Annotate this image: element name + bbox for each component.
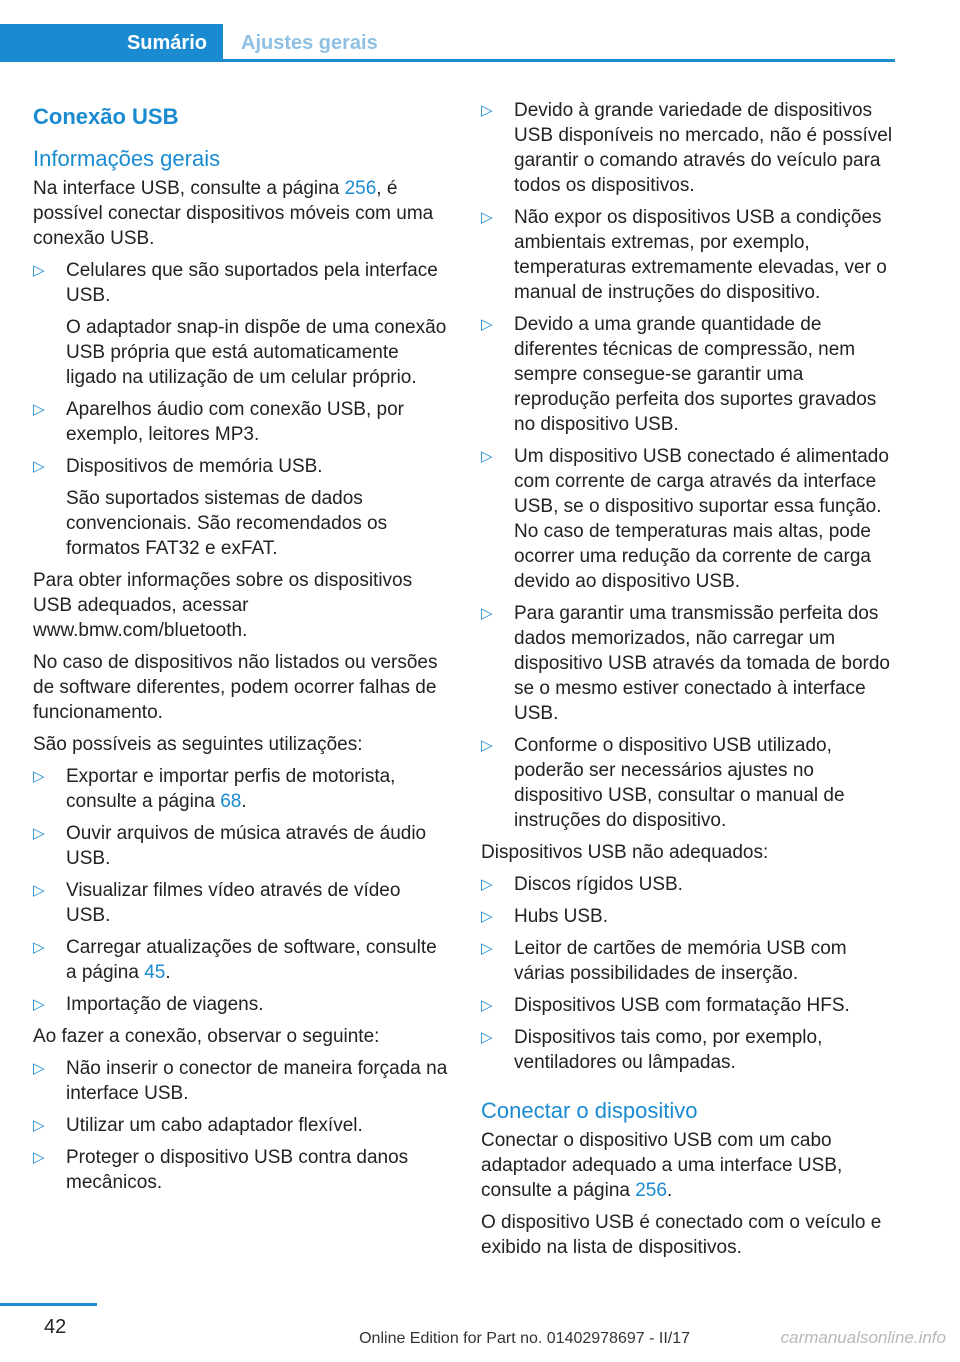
list-item: ▷ Ouvir arquivos de música através de áudio USB. xyxy=(33,823,427,869)
left-column xyxy=(33,98,448,1202)
list-item: ▷ Não expor os dispositivos USB a condições ambientais extremas, por exemplo, temperaturas extremamente elevadas, ver o manual de instruções do dispositivo. xyxy=(481,207,887,303)
triangle-right-icon: ▷ xyxy=(481,908,493,925)
device-list xyxy=(33,258,448,561)
triangle-right-icon: ▷ xyxy=(33,1149,45,1166)
list-item: ▷ Devido a uma grande quantidade de diferentes técnicas de compressão, nem sempre consegue-se garantir uma reprodução perfeita dos suportes gravados no dispositivo USB. xyxy=(481,314,877,435)
list-item: ▷ Um dispositivo USB conectado é alimentado com corrente de carga através da interface USB, se o dispositivo suportar essa função. No caso de temperaturas mais altas, pode ocorrer uma redução da corrente de carga devido ao dispositivo USB. xyxy=(481,446,889,592)
edition-label: Online Edition for Part no. 01402978697 - II/17 xyxy=(359,1330,690,1347)
footer-rule xyxy=(0,1303,97,1306)
triangle-right-icon: ▷ xyxy=(481,940,493,957)
section-subtitle: Conectar o dispositivo xyxy=(481,1098,698,1123)
section-title: Conexão USB xyxy=(33,104,179,129)
unsuitable-list xyxy=(481,872,895,1075)
tab-general-settings[interactable]: Ajustes gerais xyxy=(241,32,378,54)
paragraph: Para obter informações sobre os dispositivos USB adequados, acessar www.bmw.com/bluetooth. xyxy=(33,570,413,641)
list-item: ▷ Leitor de cartões de memória USB com várias possibilidades de inserção. xyxy=(481,938,847,984)
triangle-right-icon: ▷ xyxy=(33,458,45,475)
list-item: ▷ Conforme o dispositivo USB utilizado, poderão ser necessários ajustes no dispositivo USB, consultar o manual de instruções do dispositivo. xyxy=(481,735,845,831)
paragraph: No caso de dispositivos não listados ou versões de software diferentes, podem ocorrer falhas de funcionamento. xyxy=(33,652,438,723)
header-bar xyxy=(0,24,895,62)
triangle-right-icon: ▷ xyxy=(481,1029,493,1046)
list-item: ▷ Não inserir o conector de maneira forçada na interface USB. xyxy=(33,1058,448,1104)
triangle-right-icon: ▷ xyxy=(33,882,45,899)
paragraph: Conectar o dispositivo USB com um cabo adaptador adequado a uma interface USB, consulte a página 256. xyxy=(481,1130,843,1201)
list-item: ▷ Exportar e importar perfis de motorista, consulte a página 68. xyxy=(33,766,396,812)
usage-list xyxy=(33,764,448,1017)
paragraph: São possíveis as seguintes utilizações: xyxy=(33,734,363,755)
page-link[interactable]: 256 xyxy=(635,1180,667,1201)
connection-list xyxy=(33,1056,448,1195)
list-item: ▷ Hubs USB. xyxy=(481,906,608,927)
triangle-right-icon: ▷ xyxy=(33,1117,45,1134)
list-item: ▷ Celulares que são suportados pela interface USB. O adaptador snap-in dispõe de uma conexão USB própria que está automaticamente ligado na utilização de um celular próprio. xyxy=(33,260,447,388)
list-item-note: O adaptador snap-in dispõe de uma conexão USB própria que está automaticamente ligado na utilização de um celular próprio. xyxy=(66,317,447,388)
triangle-right-icon: ▷ xyxy=(481,737,493,754)
list-item: ▷ Utilizar um cabo adaptador flexível. xyxy=(33,1115,363,1136)
triangle-right-icon: ▷ xyxy=(33,825,45,842)
list-item: ▷ Dispositivos de memória USB. São suportados sistemas de dados convencionais. São recomendados os formatos FAT32 e exFAT. xyxy=(33,454,448,561)
triangle-right-icon: ▷ xyxy=(481,209,493,226)
paragraph: O dispositivo USB é conectado com o veículo e exibido na lista de dispositivos. xyxy=(481,1212,882,1258)
triangle-right-icon: ▷ xyxy=(481,316,493,333)
list-item: ▷ Dispositivos USB com formatação HFS. xyxy=(481,995,850,1016)
list-item: ▷ Visualizar filmes vídeo através de vídeo USB. xyxy=(33,880,401,926)
triangle-right-icon: ▷ xyxy=(481,102,493,119)
intro-paragraph: Na interface USB, consulte a página 256, é possível conectar dispositivos móveis com uma conexão USB. xyxy=(33,178,434,249)
triangle-right-icon: ▷ xyxy=(481,448,493,465)
list-item-note: São suportados sistemas de dados convencionais. São recomendados os formatos FAT32 e exFAT. xyxy=(66,488,388,559)
triangle-right-icon: ▷ xyxy=(481,605,493,622)
section-subtitle: Informações gerais xyxy=(33,146,221,171)
list-item: ▷ Carregar atualizações de software, consulte a página 45. xyxy=(33,937,437,983)
triangle-right-icon: ▷ xyxy=(481,876,493,893)
right-column xyxy=(481,98,895,1267)
list-item: ▷ Dispositivos tais como, por exemplo, ventiladores ou lâmpadas. xyxy=(481,1027,823,1073)
list-item: ▷ Devido à grande variedade de dispositivos USB disponíveis no mercado, não é possível garantir o comando através do veículo para todos os dispositivos. xyxy=(481,100,893,196)
watermark: carmanualsonline.info xyxy=(780,1328,946,1347)
page-link[interactable]: 45 xyxy=(144,962,166,983)
list-item: ▷ Aparelhos áudio com conexão USB, por exemplo, leitores MP3. xyxy=(33,399,404,445)
paragraph: Ao fazer a conexão, observar o seguinte: xyxy=(33,1026,380,1047)
page-number: 42 xyxy=(44,1316,67,1338)
notes-list xyxy=(481,98,895,833)
triangle-right-icon: ▷ xyxy=(33,939,45,956)
triangle-right-icon: ▷ xyxy=(33,996,45,1013)
page-link[interactable]: 256 xyxy=(344,178,377,199)
page-link[interactable]: 68 xyxy=(220,791,242,812)
paragraph: Dispositivos USB não adequados: xyxy=(481,842,769,863)
header-rule xyxy=(223,59,895,62)
list-item: ▷ Proteger o dispositivo USB contra danos mecânicos. xyxy=(33,1147,409,1193)
triangle-right-icon: ▷ xyxy=(33,1060,45,1077)
list-item: ▷ Discos rígidos USB. xyxy=(481,874,683,895)
list-item: ▷ Para garantir uma transmissão perfeita dos dados memorizados, não carregar um dispositivo USB através da tomada de bordo se o mesmo estiver conectado à interface USB. xyxy=(481,603,890,724)
list-item: ▷ Importação de viagens. xyxy=(33,994,264,1015)
tab-contents[interactable]: Sumário xyxy=(0,24,223,62)
triangle-right-icon: ▷ xyxy=(33,401,45,418)
triangle-right-icon: ▷ xyxy=(33,262,45,279)
triangle-right-icon: ▷ xyxy=(481,997,493,1014)
triangle-right-icon: ▷ xyxy=(33,768,45,785)
